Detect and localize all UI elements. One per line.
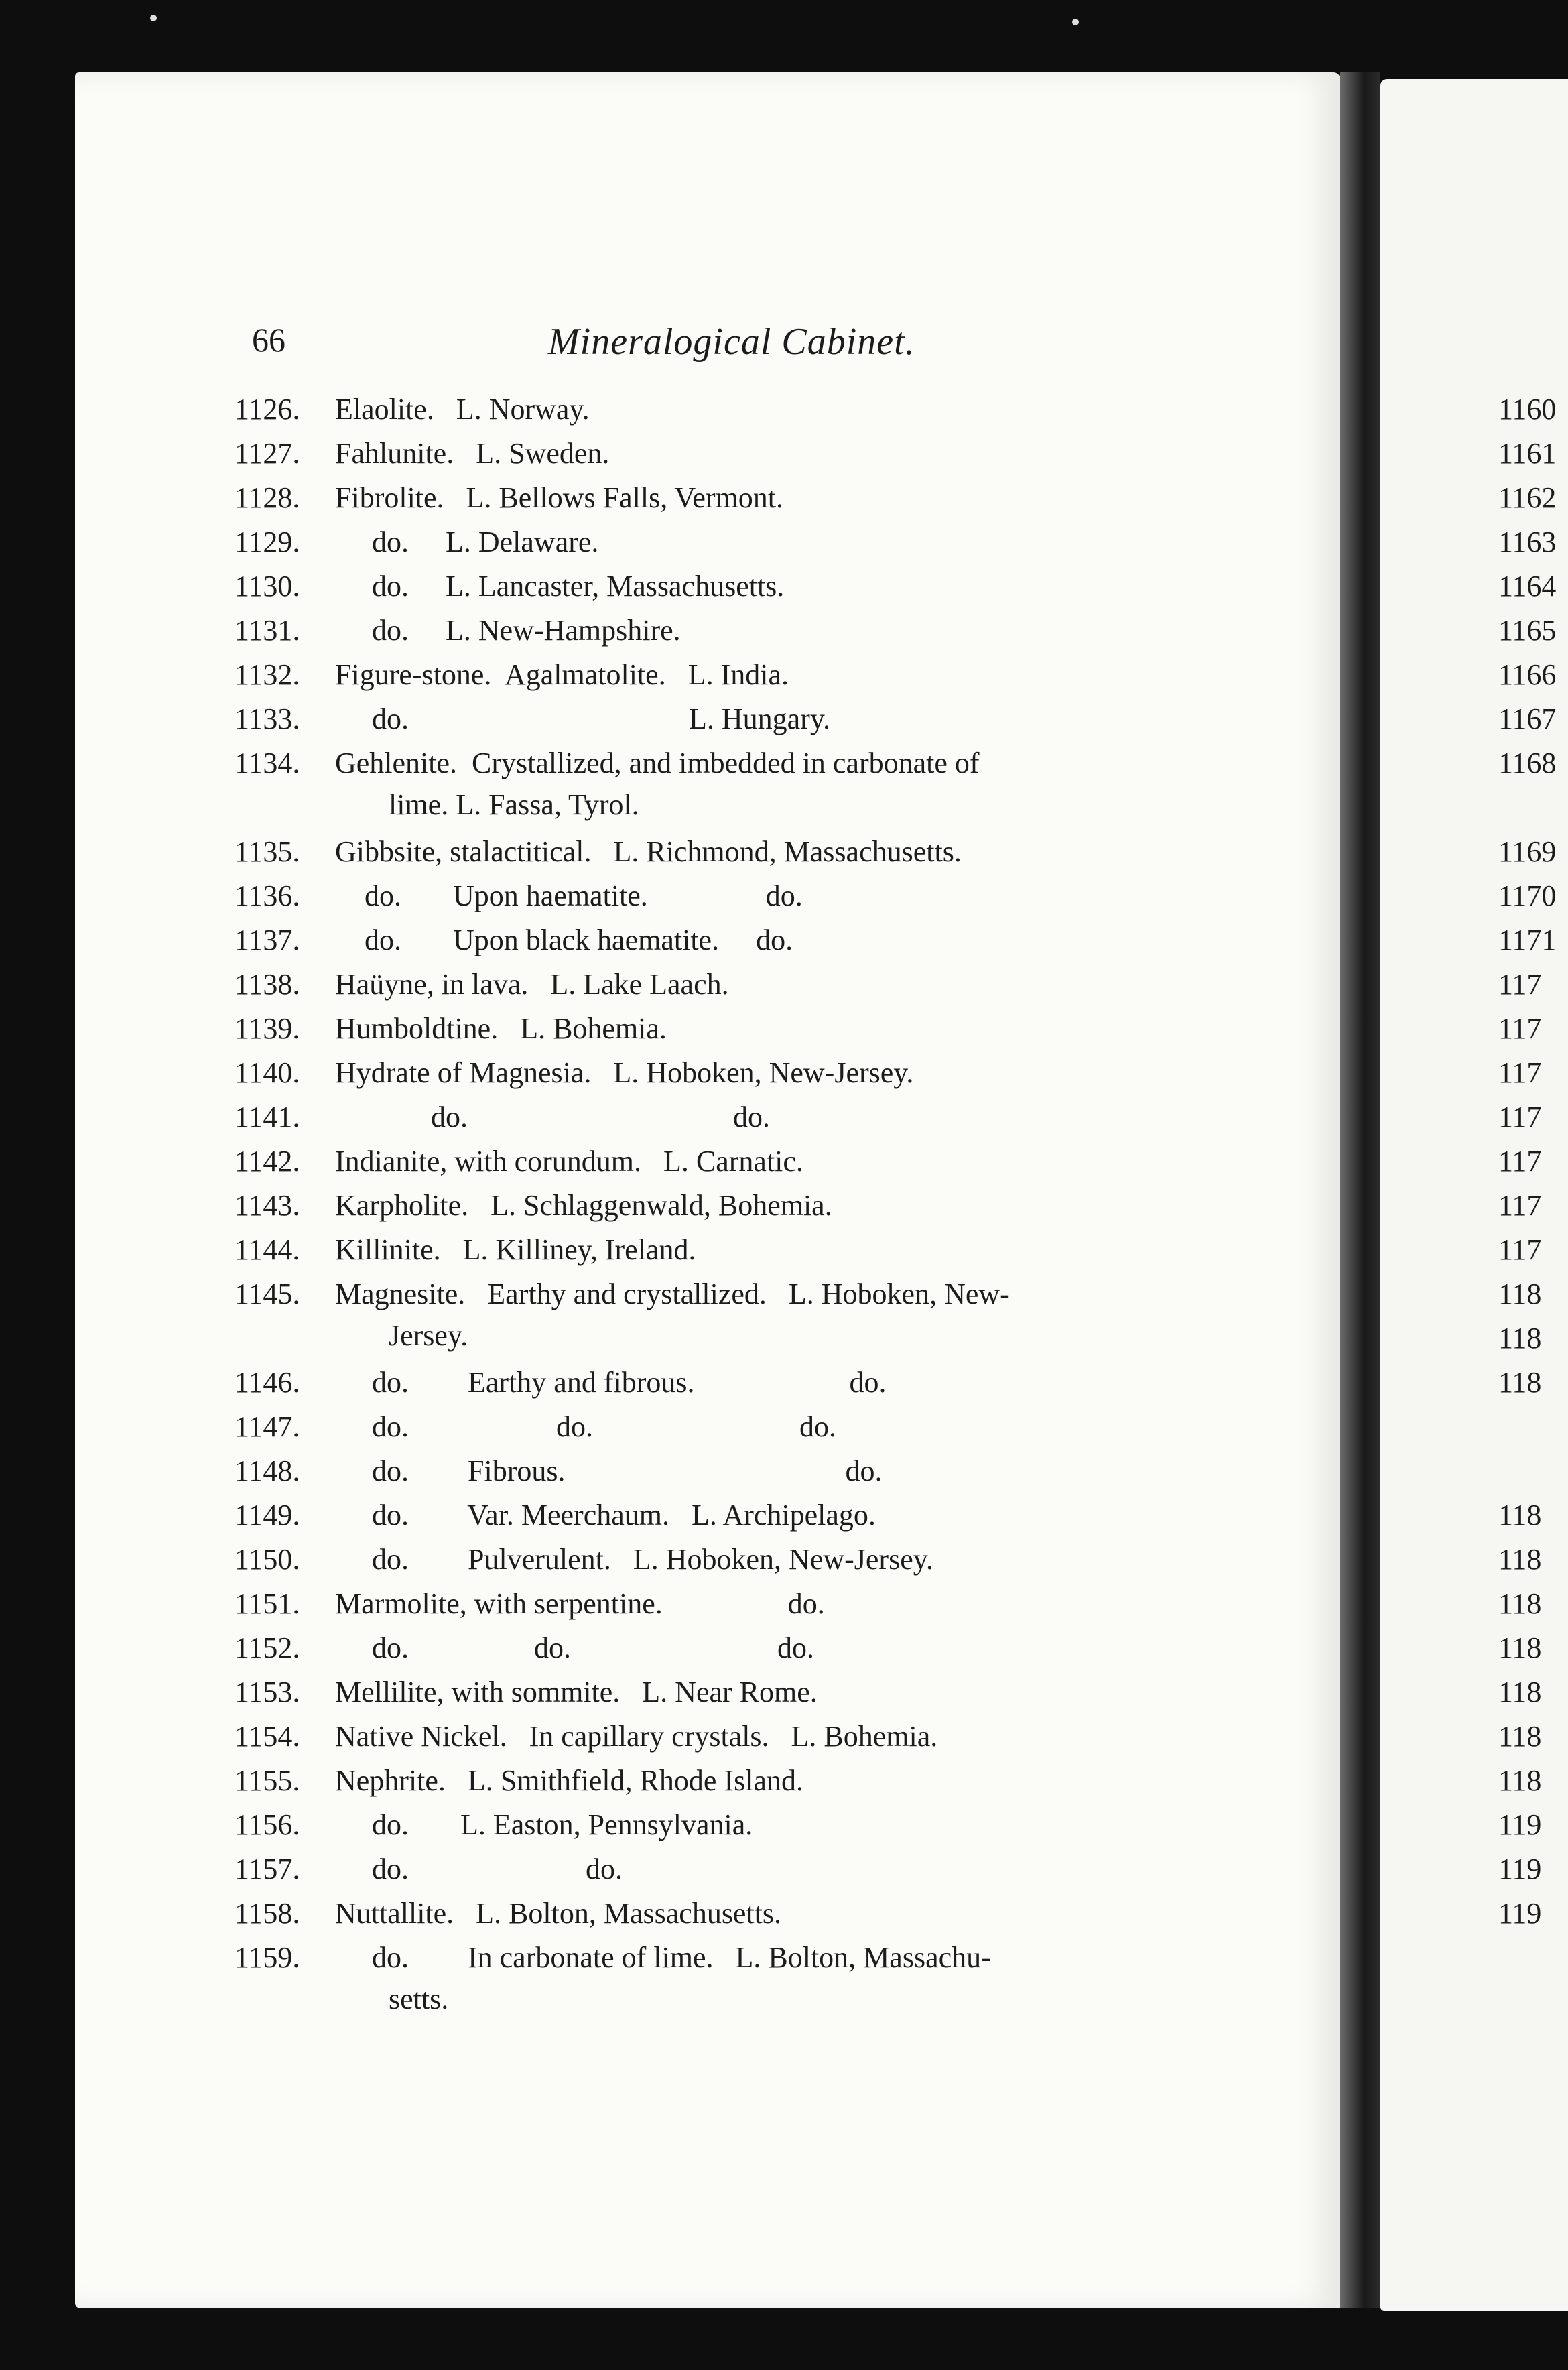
entry-number: 1138. [235,968,300,1001]
entry-text: do. Var. Meerchaum. L. Archipelago. [335,1499,876,1532]
entry-text: Gibbsite, stalactitical. L. Richmond, Massachusetts. [335,835,962,868]
entry-text: Marmolite, with serpentine. do. [335,1587,825,1620]
list-item [235,743,980,826]
facing-entry-number: 118 [1498,1366,1542,1399]
facing-entry-number: 1170 [1498,879,1557,912]
facing-entry-number: 118 [1498,1543,1542,1576]
entry-number: 1142. [235,1145,300,1178]
entry-text: do. L. Delaware. [335,525,599,558]
entry-number: 1144. [235,1233,300,1266]
list-item [235,1273,1010,1357]
list-item [235,1406,836,1448]
facing-entry-number: 117 [1498,1012,1542,1045]
list-item [235,964,729,1005]
entry-number: 1145. [235,1277,300,1310]
entry-text: do. do. do. [335,1631,814,1664]
entry-number: 1140. [235,1056,300,1089]
list-item [235,1097,770,1138]
entry-text: do. L. New-Hampshire. [335,614,681,647]
list-item [235,1539,933,1580]
entry-text: Mellilite, with sommite. L. Near Rome. [335,1676,818,1708]
entry-number: 1130. [235,570,300,603]
entry-number: 1156. [235,1808,300,1841]
list-item [235,831,962,873]
facing-entry-number: 117 [1498,1056,1542,1089]
facing-entry-number: 117 [1498,1189,1542,1222]
entry-number: 1126. [235,393,300,426]
entry-text: do. L. Easton, Pennsylvania. [335,1808,753,1841]
facing-entry-number: 117 [1498,1145,1542,1178]
entry-number: 1154. [235,1720,300,1753]
facing-entry-number: 1166 [1498,658,1557,691]
scan-speck [150,15,157,21]
list-item [235,1804,753,1846]
facing-entry-number: 118 [1498,1720,1542,1753]
list-item [235,1450,882,1492]
list-item [235,1760,803,1802]
entry-text: Haüyne, in lava. L. Lake Laach. [335,968,729,1001]
entry-text: Magnesite. Earthy and crystallized. L. Hoboken, New- [335,1277,1010,1310]
entry-text: Figure-stone. Agalmatolite. L. India. [335,658,789,691]
entry-continuation: Jersey. [389,1319,468,1352]
entry-text: do. Fibrous. do. [335,1454,883,1487]
entry-text: do. do. do. [335,1410,836,1443]
entry-number: 1150. [235,1543,300,1576]
entry-number: 1151. [235,1587,300,1620]
entry-number: 1129. [235,525,300,558]
list-item [235,698,830,740]
entry-number: 1147. [235,1410,300,1443]
entry-number: 1134. [235,747,300,779]
entry-text: do. Upon haematite. do. [335,879,803,912]
running-title: Mineralogical Cabinet. [548,321,915,363]
facing-entry-number: 1164 [1498,570,1557,603]
entry-number: 1148. [235,1454,300,1487]
entry-text: Elaolite. L. Norway. [335,393,590,426]
list-item [235,1141,803,1182]
facing-entry-number: 118 [1498,1322,1542,1355]
entry-number: 1132. [235,658,300,691]
entry-continuation: lime. L. Fassa, Tyrol. [389,788,639,821]
page-header [252,320,1324,381]
entry-number: 1127. [235,437,300,470]
facing-entry-number: 1161 [1498,437,1557,470]
list-item [235,1362,886,1404]
list-item [235,433,609,475]
entry-number: 1153. [235,1676,300,1708]
list-item [235,1052,913,1094]
facing-entry-number: 1167 [1498,702,1557,735]
list-item [235,875,803,917]
list-item [235,1495,876,1536]
list-item [235,477,783,519]
entry-text: Indianite, with corundum. L. Carnatic. [335,1145,803,1178]
list-item [235,920,793,961]
facing-entry-number: 1165 [1498,614,1557,647]
facing-entry-number: 1163 [1498,525,1557,558]
entry-text: Fibrolite. L. Bellows Falls, Vermont. [335,481,783,514]
page-number: 66 [252,321,285,359]
list-item [235,1185,832,1227]
entry-number: 1137. [235,924,300,956]
entry-text: do. do. [335,1853,623,1885]
entry-number: 1155. [235,1764,300,1797]
entry-number: 1131. [235,614,300,647]
entry-number: 1135. [235,835,300,868]
list-item [235,566,784,607]
entry-text: Humboldtine. L. Bohemia. [335,1012,667,1045]
list-item [235,1583,825,1625]
facing-entry-number: 119 [1498,1897,1542,1930]
entry-text: Nuttallite. L. Bolton, Massachusetts. [335,1897,782,1930]
facing-entry-number: 119 [1498,1853,1542,1885]
book-gutter [1340,72,1380,2308]
facing-entry-number: 118 [1498,1676,1542,1708]
list-item [235,1229,696,1271]
list-item [235,1008,667,1050]
entry-text: do. Earthy and fibrous. do. [335,1366,887,1399]
facing-entry-number: 1169 [1498,835,1557,868]
entry-text: do. do. [335,1101,770,1133]
entry-text: Native Nickel. In capillary crystals. L. Bohemia. [335,1720,938,1753]
list-item [235,610,681,651]
facing-entry-number: 1160 [1498,393,1557,426]
facing-entry-number: 1162 [1498,481,1557,514]
entry-number: 1159. [235,1941,300,1974]
entry-text: Gehlenite. Crystallized, and imbedded in carbonate of [335,747,980,779]
entry-number: 1128. [235,481,300,514]
list-item [235,1849,623,1890]
entry-number: 1158. [235,1897,300,1930]
entry-text: Fahlunite. L. Sweden. [335,437,610,470]
facing-entry-number: 118 [1498,1631,1542,1664]
entry-text: Nephrite. L. Smithfield, Rhode Island. [335,1764,803,1797]
facing-entry-number: 1171 [1498,924,1557,956]
entry-text: do. L. Lancaster, Massachusetts. [335,570,785,603]
entry-text: Karpholite. L. Schlaggenwald, Bohemia. [335,1189,832,1222]
entry-number: 1143. [235,1189,300,1222]
list-item [235,1937,991,2020]
entry-number: 1136. [235,879,300,912]
list-item [235,389,590,430]
list-item [235,1627,814,1669]
facing-entry-number: 118 [1498,1499,1542,1532]
entry-text: do. In carbonate of lime. L. Bolton, Massachu- [335,1941,991,1974]
list-item [235,521,598,563]
facing-entry-number: 118 [1498,1764,1542,1797]
list-item [235,1716,937,1757]
entry-text: do. L. Hungary. [335,702,830,735]
entry-text: Killinite. L. Killiney, Ireland. [335,1233,696,1266]
entry-number: 1146. [235,1366,300,1399]
entry-number: 1133. [235,702,300,735]
entry-text: Hydrate of Magnesia. L. Hoboken, New-Jersey. [335,1056,914,1089]
entry-number: 1157. [235,1853,300,1885]
facing-entry-number: 117 [1498,968,1542,1001]
entry-number: 1139. [235,1012,300,1045]
entry-number: 1152. [235,1631,300,1664]
entry-continuation: setts. [389,1983,449,2015]
list-item [235,1893,781,1934]
entry-text: do. Upon black haematite. do. [335,924,793,956]
list-item [235,1672,818,1713]
facing-entry-number: 117 [1498,1101,1542,1133]
entry-text: do. Pulverulent. L. Hoboken, New-Jersey. [335,1543,933,1576]
facing-entry-number: 118 [1498,1277,1542,1310]
list-item [235,654,789,696]
scan-speck [1072,19,1079,25]
entry-number: 1149. [235,1499,300,1532]
facing-entry-number: 118 [1498,1587,1542,1620]
entry-number: 1141. [235,1101,300,1133]
facing-entry-number: 1168 [1498,747,1557,779]
facing-entry-number: 119 [1498,1808,1542,1841]
facing-entry-number: 117 [1498,1233,1542,1266]
